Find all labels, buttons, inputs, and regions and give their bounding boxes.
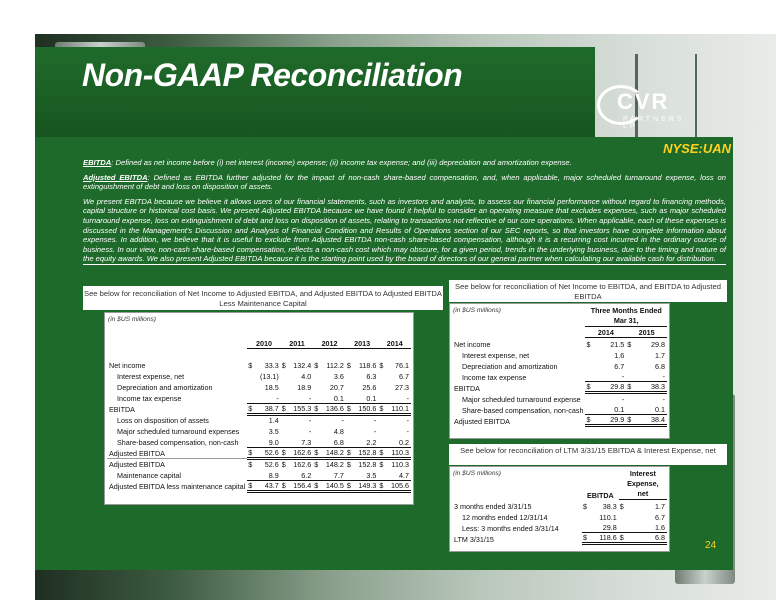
table-row [107,469,411,480]
table-header-row [452,469,667,500]
currency-cell [313,425,320,436]
row-label: Share-based compensation, non-cash [462,405,584,415]
currency-cell: $ [248,480,253,490]
currency-cell: $ [346,480,351,490]
value-cell: 38.7 [254,403,280,414]
currency-cell [281,436,288,447]
currency-cell [247,414,254,425]
year-header: 2014 [585,327,626,338]
table-row [452,382,667,393]
currency-cell: $ [248,403,253,413]
currency-cell: $ [379,480,384,490]
table-row [107,381,411,392]
row-label: Interest expense, net [117,372,185,381]
definition-ebitda [83,158,726,168]
currency-cell: $ [627,339,632,349]
value-cell: 132.4 [293,361,312,370]
value-cell: 1.6 [655,523,665,532]
table-row [107,447,411,458]
currency-cell [582,511,589,522]
value-cell: 33.3 [264,361,279,370]
value-cell: 105.6 [385,480,411,491]
logo-subtitle: PARTNERS LP [623,116,685,130]
caption-ltm: See below for reconciliation of LTM 3/31/15 EBITDA & Interest Expense, net [449,444,727,465]
currency-cell: $ [586,382,591,391]
value-cell: 118.6 [358,361,377,370]
currency-cell [281,381,288,392]
currency-cell: $ [583,501,587,511]
table-unit: (in $US millions) [453,470,501,477]
currency-cell [247,370,254,381]
currency-cell: $ [281,480,286,490]
currency-cell: $ [346,361,351,370]
value-cell: 18.9 [297,383,312,392]
header-spacer [452,327,585,338]
value-cell: 0.1 [333,393,344,403]
value-cell: - [276,393,279,403]
value-cell: 6.8 [333,437,344,447]
value-cell: 25.6 [362,383,377,392]
row-label: Interest expense, net [462,350,530,360]
value-cell: - [406,427,409,436]
value-cell: 29.9 [592,415,626,426]
row-label: Loss on disposition of assets [117,416,209,425]
currency-cell [378,414,385,425]
table-row [107,370,411,381]
currency-cell [378,370,385,381]
value-cell: 7.7 [333,470,344,480]
value-cell: 6.7 [614,361,625,371]
currency-cell [378,469,385,480]
currency-cell [346,370,353,381]
currency-cell: $ [346,403,351,413]
currency-cell [313,436,320,447]
value-cell: - [308,416,312,425]
value-cell: 6.2 [301,470,312,480]
currency-cell: $ [619,533,624,542]
table-row [452,522,667,533]
currency-cell [281,370,288,381]
value-cell: 1.6 [614,350,625,360]
value-cell: 136.6 [320,403,346,414]
value-cell: 110.3 [385,447,411,458]
value-cell: 21.5 [610,339,625,349]
currency-cell [247,392,254,403]
value-cell: 4.0 [301,372,312,381]
value-cell: 148.2 [320,447,346,458]
definition-adjusted-ebitda [83,173,726,192]
row-label: Adjusted EBITDA [109,448,165,458]
value-cell: 0.1 [655,405,665,414]
period-header: Three Months Ended Mar 31, [585,306,667,327]
value-cell: - [621,372,625,381]
currency-cell: $ [379,460,384,469]
currency-cell [585,393,592,404]
currency-cell: $ [586,415,591,424]
value-cell: 118.6 [589,533,619,544]
value-cell: 2.2 [366,437,377,447]
currency-cell: $ [281,447,286,457]
value-cell: 140.5 [320,480,346,491]
table-row [452,511,667,522]
value-cell: - [406,393,409,403]
value-cell: 152.8 [353,447,379,458]
term-ebitda: EBITDA [83,158,112,167]
currency-cell [378,381,385,392]
definition-rationale: We present EBITDA because we believe it allows users of our financial statements, such as investors and analysts, to assess our financial performance without regard to financing methods, capital structure or historical cost basis. We present Adjusted EBITDA because we have found it helpful to consider an operating measure that excludes expenses, such as major scheduled turnaround expense, loss on extinguishment of debt and loss on disposition of assets, relating to transactions not reflective of our core operations. When applicable, each of these expenses is discussed in the Management's Discussion and Analysis of Financial Condition and Results of Operations section of our SEC reports, so that investors have complete information about expenses. In addition, we believe that it is useful to exclude from Adjusted EBITDA non-cash share-based compensation, although it is a recurring cost incurred in the ordinary course of business. In our view, non-cash share-based compensation, reflects a non-cash cost which may obscure, for a given period, trends in the underlying business, due to the timing and nature of the equity awards. We also present Adjusted EBITDA because it is the starting point used by the board of directors of our general partner when calculating our available cash for distribution. [83,196,726,264]
table-row [452,533,667,544]
table-header-row [452,327,667,338]
table-row [107,425,411,436]
value-cell: 52.6 [264,460,279,469]
currency-cell [313,370,320,381]
year-header: 2015 [626,327,667,338]
currency-cell [313,381,320,392]
currency-cell: $ [379,403,384,413]
currency-cell [378,392,385,403]
logo-name: CVR [617,89,670,114]
row-label: Net income [454,339,491,349]
currency-cell [619,511,626,522]
quarter-reconciliation-table [449,303,670,439]
definitions [83,158,726,270]
table-row [107,359,411,370]
currency-cell: $ [619,501,624,511]
row-label: Share-based compensation, non-cash [117,438,239,447]
value-cell: 29.8 [602,523,617,532]
currency-cell [626,371,633,382]
value-cell: 76.1 [395,361,409,370]
value-cell: 6.7 [399,372,409,381]
caption-annual: See below for reconciliation of Net Income to Adjusted EBITDA, and Adjusted EBITDA to Adjusted EBITDA Less Maintenance Capital [83,286,443,310]
value-cell: 29.8 [651,339,665,349]
table-row [107,403,411,414]
currency-cell [585,349,592,360]
value-cell: 18.5 [264,383,279,392]
currency-cell: $ [346,447,351,457]
row-label: 3 months ended 3/31/15 [454,501,532,511]
ltm-reconciliation-table [449,466,670,552]
currency-cell [626,404,633,415]
definition-text: : Defined as EBITDA further adjusted for the impact of non-cash share-based compensation, and, when applicable, major scheduled turnaround expense, loss on extinguishment of debt and loss on disposition of assets. [83,172,726,192]
year-header: 2011 [281,337,314,348]
table-row [452,415,667,426]
header-spacer [107,337,247,348]
table-row [452,349,667,360]
value-cell: 162.6 [288,447,314,458]
currency-cell [313,469,320,480]
row-label: Income tax expense [462,372,527,382]
value-cell: (13.1) [259,372,279,381]
currency-cell [346,469,353,480]
currency-cell: $ [314,460,319,469]
value-cell: 3.5 [366,470,377,480]
value-cell: 152.8 [358,460,377,469]
currency-cell [582,522,589,533]
value-cell: - [406,416,409,425]
row-label: Less: 3 months ended 3/31/14 [462,523,559,533]
value-cell: 110.1 [599,512,617,522]
value-cell: - [374,427,377,436]
table-row [452,338,667,349]
currency-cell [346,392,353,403]
currency-cell: $ [248,460,253,469]
currency-cell [281,414,288,425]
currency-cell: $ [346,460,351,469]
currency-cell [247,469,254,480]
currency-cell: $ [314,480,319,490]
currency-cell: $ [281,403,286,413]
row-label: Maintenance capital [117,471,181,480]
value-cell: 149.3 [353,480,379,491]
currency-cell [346,436,353,447]
value-cell: 0.2 [399,437,409,447]
table-row [107,480,411,491]
currency-cell [313,414,320,425]
currency-cell [626,393,633,404]
table-row [452,404,667,415]
table-row [452,360,667,371]
table-row [107,436,411,447]
row-label: Adjusted EBITDA less maintenance capital [109,482,246,491]
value-cell: 3.6 [333,372,344,381]
value-cell: 112.2 [326,361,344,370]
value-cell: 6.8 [655,361,665,371]
currency-cell [281,392,288,403]
value-cell: 6.8 [626,533,667,544]
currency-cell [313,392,320,403]
header-spacer [452,469,582,500]
currency-cell: $ [314,403,319,413]
table-unit: (in $US millions) [453,307,501,314]
value-cell: 8.9 [268,470,279,480]
value-cell: 6.7 [655,512,665,522]
currency-cell: $ [314,447,319,457]
value-cell: 38.3 [602,501,617,511]
currency-cell [247,381,254,392]
value-cell: 43.7 [254,480,280,491]
currency-cell: $ [586,339,591,349]
year-header: 2013 [346,337,379,348]
definition-text: : Defined as net income before (i) net interest (income) expense; (ii) income tax expense; and (iii) depreciation and amortization expense. [111,158,572,167]
row-label: Depreciation and amortization [117,383,213,392]
currency-cell [281,425,288,436]
currency-cell [619,522,626,533]
year-header: 2012 [313,337,346,348]
caption-quarter: See below for reconciliation of Net Income to EBITDA, and EBITDA to Adjusted EBITDA [449,280,727,302]
value-cell: - [662,394,665,404]
value-cell: - [621,394,625,404]
value-cell: - [308,393,312,403]
value-cell: 4.8 [333,427,344,436]
table-row [452,500,667,511]
value-cell: 4.7 [399,470,409,480]
currency-cell [346,414,353,425]
row-label: Net income [109,361,146,370]
currency-cell: $ [248,447,253,457]
currency-cell [378,425,385,436]
currency-cell: $ [314,361,319,370]
value-cell: 110.1 [385,403,411,414]
currency-cell: $ [281,361,286,370]
row-label: LTM 3/31/15 [454,534,494,544]
row-label: Income tax expense [117,394,182,403]
company-logo [585,82,695,132]
table-header-row [452,306,667,327]
value-cell: 0.1 [366,393,377,403]
value-cell: 6.3 [366,372,377,381]
term-adjusted-ebitda: Adjusted EBITDA [83,172,148,182]
value-cell: 38.3 [633,382,667,393]
currency-cell: $ [379,447,384,457]
value-cell: 155.3 [288,403,314,414]
value-cell: - [374,416,377,425]
currency-cell [247,436,254,447]
value-cell: - [341,416,344,425]
currency-cell: $ [583,533,587,542]
currency-cell [585,360,592,371]
table-row [107,392,411,403]
currency-cell: $ [248,361,253,370]
table-header-row [107,337,411,348]
ebitda-header: EBITDA [586,490,614,500]
header-spacer [452,306,585,327]
value-cell: 29.8 [592,382,626,393]
value-cell: 1.4 [268,416,279,425]
interest-header: Interest Expense, net [619,469,667,500]
currency-cell [281,469,288,480]
value-cell: - [308,427,312,436]
currency-cell [346,425,353,436]
value-cell: 3.5 [268,427,279,436]
row-label: EBITDA [109,405,135,414]
ticker-symbol: NYSE:UAN [663,141,731,156]
annual-reconciliation-table [104,312,414,505]
table-row [452,371,667,382]
row-label: EBITDA [454,383,480,393]
currency-cell [626,349,633,360]
currency-cell [378,436,385,447]
currency-cell [585,371,592,382]
row-label: Depreciation and amortization [462,361,558,371]
value-cell: 27.3 [395,383,409,392]
currency-cell: $ [281,460,286,469]
row-label: Major scheduled turnaround expenses [117,427,240,436]
page-number: 24 [705,540,717,551]
row-label: 12 months ended 12/31/14 [462,512,548,522]
value-cell: - [662,372,665,381]
value-cell: 20.7 [329,383,344,392]
value-cell: 150.6 [353,403,379,414]
currency-cell: $ [627,415,632,424]
value-cell: 7.3 [301,437,312,447]
row-label: Adjusted EBITDA [109,460,165,469]
currency-cell [626,360,633,371]
value-cell: 38.4 [633,415,667,426]
year-header: 2014 [378,337,411,348]
currency-cell [346,381,353,392]
row-label: Major scheduled turnaround expense [462,394,581,404]
value-cell: 1.7 [655,350,665,360]
table-row [107,458,411,469]
table-row [452,393,667,404]
row-label: Adjusted EBITDA [454,416,510,426]
value-cell: 0.1 [614,405,625,414]
value-cell: 52.6 [254,447,280,458]
table-unit: (in $US millions) [108,316,156,323]
value-cell: 162.6 [293,460,312,469]
value-cell: 9.0 [268,437,279,447]
value-cell: 148.2 [325,460,344,469]
currency-cell [585,404,592,415]
spacer-row [107,348,411,359]
currency-cell: $ [627,382,632,391]
currency-cell: $ [379,361,384,370]
value-cell: 110.3 [391,460,409,469]
currency-cell [247,425,254,436]
value-cell: 156.4 [288,480,314,491]
table-row [107,414,411,425]
value-cell: 1.7 [655,501,665,511]
year-header: 2010 [247,337,280,348]
page-title: Non-GAAP Reconciliation [82,57,463,93]
